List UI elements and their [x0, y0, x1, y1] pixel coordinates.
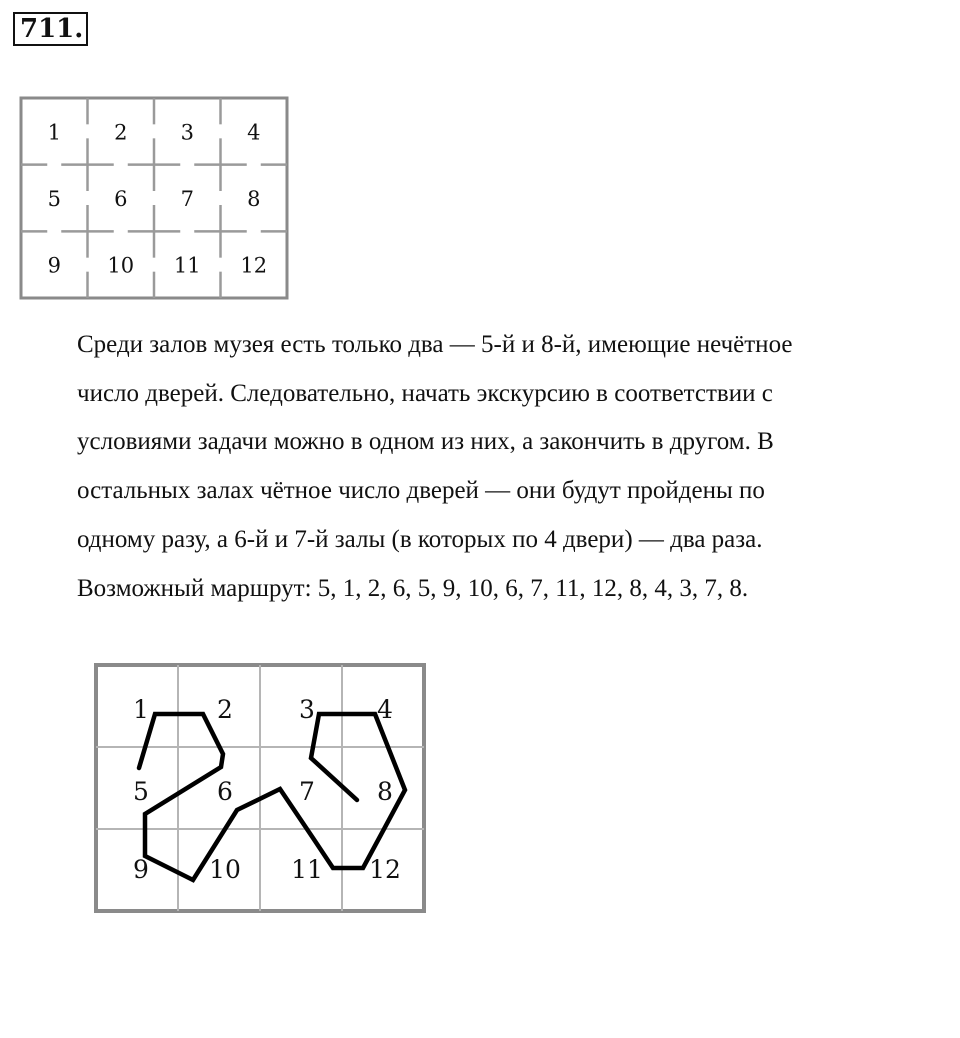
room-label: 6 [217, 777, 233, 806]
problem-number: 711. [13, 12, 88, 46]
room-label: 8 [247, 187, 261, 212]
room-label: 6 [114, 187, 128, 212]
solution-line: Среди залов музея есть только два — 5-й и 8-й, имеющие нечётное [77, 331, 793, 358]
room-label: 9 [133, 855, 149, 884]
museum-route-diagram [93, 662, 429, 918]
room-label: 11 [291, 855, 323, 884]
solution-text [77, 321, 917, 613]
room-label: 7 [299, 777, 315, 806]
room-label: 2 [217, 695, 233, 724]
room-label: 12 [369, 855, 401, 884]
room-label: 5 [47, 187, 61, 212]
solution-line: остальных залах чётное число дверей — они будут пройдены по [77, 477, 765, 505]
room-label: 1 [133, 695, 149, 724]
solution-line: Возможный маршрут: 5, 1, 2, 6, 5, 9, 10, 6, 7, 11, 12, 8, 4, 3, 7, 8. [77, 574, 749, 602]
solution-line: условиями задачи можно в одном из них, а закончить в другом. В [77, 428, 774, 456]
room-label: 5 [133, 777, 149, 806]
room-label: 3 [180, 120, 194, 145]
room-label: 10 [107, 253, 135, 278]
room-label: 4 [377, 695, 393, 724]
room-label: 3 [299, 695, 315, 724]
plan-room-labels [48, 120, 268, 277]
room-label: 10 [209, 855, 241, 884]
museum-plan-diagram [19, 96, 291, 302]
room-label: 8 [377, 777, 393, 806]
plan-room-labels [133, 695, 401, 884]
solution-line: одному разу, а 6-й и 7-й залы (в которых по 4 двери) — два раза. [77, 525, 763, 553]
solution-line: число дверей. Следовательно, начать экскурсию в соответствии с [77, 379, 773, 407]
room-label: 9 [47, 253, 61, 278]
room-label: 7 [180, 187, 194, 212]
room-label: 1 [47, 120, 61, 145]
room-label: 11 [173, 253, 201, 278]
room-label: 4 [247, 120, 261, 145]
room-label: 12 [240, 253, 268, 278]
room-label: 2 [114, 120, 128, 145]
